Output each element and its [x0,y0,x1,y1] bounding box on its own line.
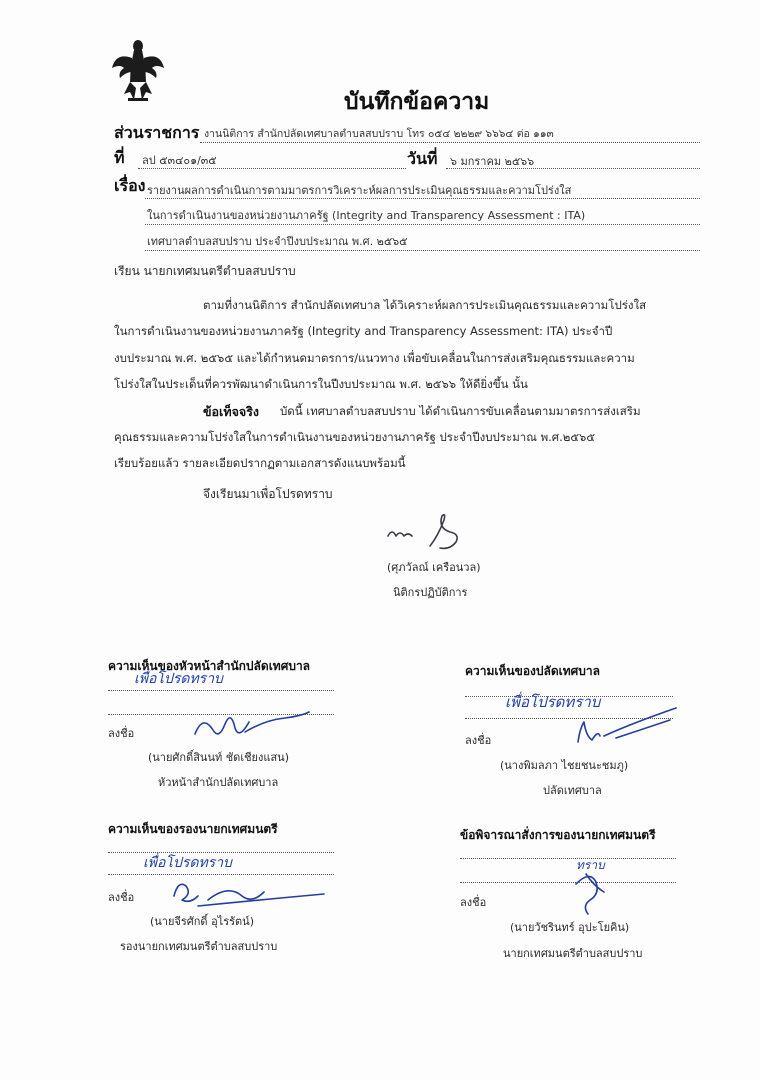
sign-label: ลงชื่อ [460,896,487,909]
signature-icon [560,866,620,922]
main-signer-position: นิติกรปฏิบัติการ [393,586,468,599]
opinion-title: ความเห็นของหัวหน้าสำนักปลัดเทศบาล [108,659,311,673]
signer-position: นายกเทศมนตรีตำบลสบปราบ [503,947,643,960]
date-underline [446,168,700,169]
signer-position: รองนายกเทศมนตรีตำบลสบปราบ [120,940,278,953]
agency-underline [200,142,700,143]
handwritten-comment: เพื่อโปรดทราบ [143,855,232,871]
facts-heading: ข้อเท็จจริง [203,404,260,419]
paragraph-2-line: คุณธรรมและความโปร่งใสในการดำเนินงานของหน่วยงานภาครัฐ ประจำปีงบประมาณ พ.ศ.๒๕๖๕ [114,430,596,444]
comment-line [460,858,676,859]
agency-value: งานนิติการ สำนักปลัดเทศบาลตำบลสบปราบ โทร ๐๕๔ ๒๒๒๙ ๖๖๖๔ ต่อ ๑๑๓ [204,128,554,140]
main-signer-name: (ศุภวัลณ์ เครือนวล) [387,561,481,574]
signature-icon [520,700,680,750]
handwritten-comment: เพื่อโปรดทราบ [134,671,223,687]
handwritten-comment: ทราบ [576,858,605,872]
signer-name: (นายศักดิ์สินนท์ ชัดเชียงแสน) [148,751,289,764]
opinion-title: ความเห็นของปลัดเทศบาล [465,664,600,678]
subject-line: เทศบาลตำบลสบปราบ ประจำปีงบประมาณ พ.ศ. ๒๕๖๕ [147,235,408,248]
main-signature-icon [380,506,470,554]
date-label: วันที่ [407,149,438,168]
paragraph-2-line: เรียบร้อยแล้ว รายละเอียดปรากฏตามเอกสารดังแนบพร้อมนี้ [114,456,406,470]
subject-label: เรื่อง [114,176,146,195]
subject-line: ในการดำเนินงานของหน่วยงานภาครัฐ (Integrity and Transparency Assessment : ITA) [147,209,586,222]
signature-icon [185,700,315,748]
closing-line: จึงเรียนมาเพื่อโปรดทราบ [203,487,333,501]
paragraph-1-line: ตามที่งานนิติการ สำนักปลัดเทศบาล ได้วิเคราะห์ผลการประเมินคุณธรรมและความโปร่งใส [203,298,647,312]
paragraph-1-line: โปร่งใสในประเด็นที่ควรพัฒนาดำเนินการในปีงบประมาณ พ.ศ. ๒๕๖๖ ให้ดียิ่งขึ้น นั้น [114,377,528,391]
subject-line: รายงานผลการดำเนินการตามมาตรการวิเคราะห์ผลการประเมินคุณธรรมและความโปร่งใส [147,184,572,197]
salutation: เรียน นายกเทศมนตรีตำบลสบปราบ [114,264,296,278]
reference-label: ที่ [114,148,125,167]
paragraph-1-line: ในการดำเนินงานของหน่วยงานภาครัฐ (Integrity and Transparency Assessment: ITA) ประจำปี [114,324,613,338]
signature-icon [168,870,328,912]
signer-name: (นายจีรศักดิ์ อุไรรัตน์) [150,915,254,928]
sign-label: ลงชื่อ [108,727,135,740]
handwritten-comment: เพื่อโปรดทราบ [505,693,601,711]
signer-position: หัวหน้าสำนักปลัดเทศบาล [158,776,279,789]
comment-line [108,852,334,853]
subject-underline [145,250,700,251]
signer-name: (นายวัชรินทร์ อุปะโยคิน) [510,921,630,934]
reference-underline [138,168,406,169]
document-title: บันทึกข้อความ [344,89,490,115]
date-value: ๖ มกราคม ๒๕๖๖ [450,155,535,168]
subject-underline [145,198,700,199]
opinion-title: ความเห็นของรองนายกเทศมนตรี [108,822,278,836]
sign-label: ลงชื่อ [108,891,135,904]
garuda-emblem-icon [110,38,166,102]
paragraph-1-line: งบประมาณ พ.ศ. ๒๕๖๕ และได้กำหนดมาตรการ/แนวทาง เพื่อขับเคลื่อนในการส่งเสริมคุณธรรมและความ [114,351,635,365]
subject-underline [145,224,700,225]
signer-position: ปลัดเทศบาล [543,784,602,797]
comment-line [465,696,673,697]
comment-line [108,690,334,691]
sign-label: ลงชื่อ [465,734,492,747]
signer-name: (นางพิมลภา ไชยชนะชมภู) [500,759,629,772]
opinion-title: ข้อพิจารณาสั่งการของนายกเทศมนตรี [460,828,656,842]
agency-label: ส่วนราชการ [114,123,200,142]
paragraph-2-line: บัดนี้ เทศบาลตำบลสบปราบ ได้ดำเนินการขับเคลื่อนตามมาตรการส่งเสริม [280,404,641,418]
reference-value: ลป ๕๓๔๐๑/๓๕ [142,154,217,167]
